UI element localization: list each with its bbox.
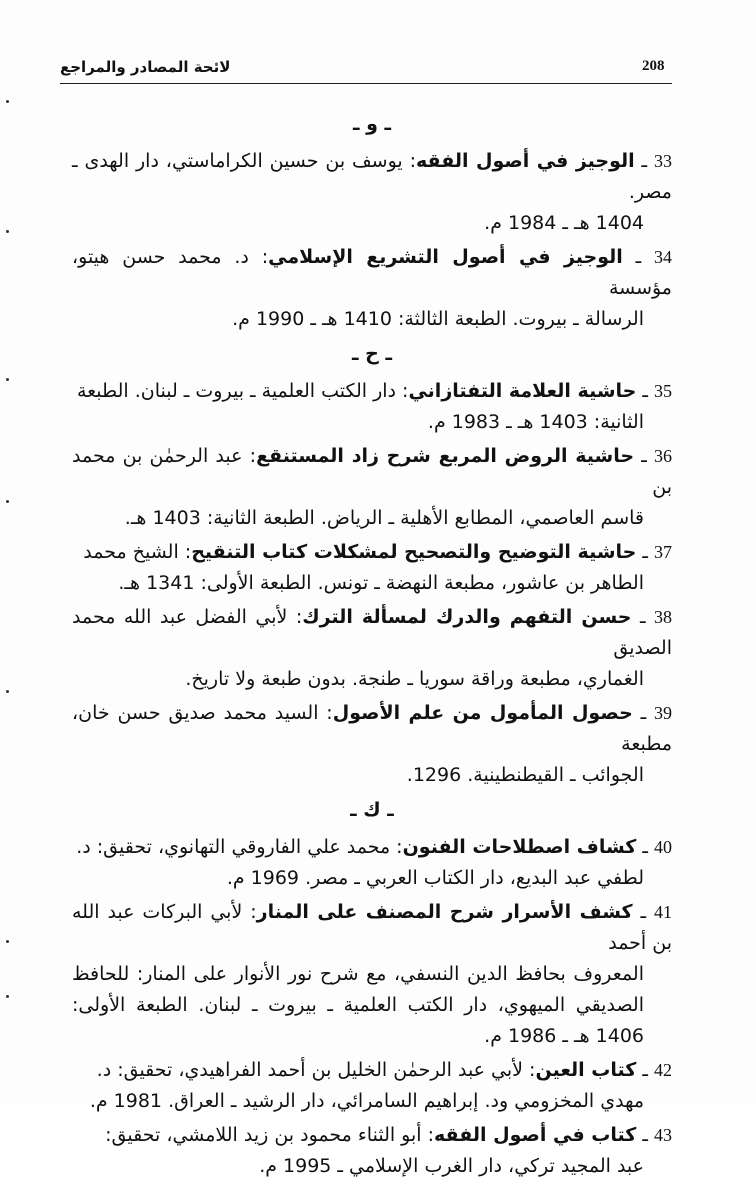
entry-dash: ـ bbox=[632, 702, 654, 724]
entry-continuation: المعروف بحافظ الدين النسفي، مع شرح نور الأنوار على المنار: للحافظ الصديقي الميهوي، دار الكتب العلمية ـ بيروت ـ لبنان. الطبعة الأولى: 1406 هـ ـ 1986 م. bbox=[72, 963, 644, 1047]
entry-details: : محمد علي الفاروقي التهانوي، تحقيق: د. bbox=[76, 836, 403, 858]
header-rule bbox=[60, 83, 672, 84]
entry-continuation: الطاهر بن عاشور، مطبعة النهضة ـ تونس. الطبعة الأولى: 1341 هـ. bbox=[118, 572, 644, 594]
entry-number: 33 bbox=[654, 151, 673, 171]
entry-number: 38 bbox=[654, 607, 673, 627]
margin-dot bbox=[6, 378, 9, 381]
bibliography-entry bbox=[72, 242, 672, 335]
entry-continuation: لطفي عبد البديع، دار الكتاب العربي ـ مصر. 1969 م. bbox=[226, 867, 644, 889]
entry-dash: ـ bbox=[622, 246, 654, 268]
entry-dash: ـ bbox=[636, 1059, 654, 1081]
entry-title: حصول المأمول من علم الأصول bbox=[332, 702, 633, 724]
bibliography-entry bbox=[72, 832, 672, 894]
margin-dot bbox=[6, 940, 9, 943]
entry-details: : لأبي البركات عبد الله بن أحمد bbox=[72, 901, 672, 954]
bibliography-entry bbox=[72, 146, 672, 239]
bibliography-entry bbox=[72, 1055, 672, 1117]
entry-continuation: الرسالة ـ بيروت. الطبعة الثالثة: 1410 هـ ـ 1990 م. bbox=[232, 308, 644, 330]
entry-number: 43 bbox=[654, 1125, 672, 1145]
page-header bbox=[60, 58, 670, 86]
entry-continuation: قاسم العاصمي، المطابع الأهلية ـ الرياض. الطبعة الثانية: 1403 هـ. bbox=[124, 507, 644, 529]
entry-title: حسن التفهم والدرك لمسألة الترك bbox=[302, 606, 632, 628]
section-letter: ـ ح ـ bbox=[352, 343, 392, 365]
entry-title: كشاف اصطلاحات الفنون bbox=[402, 836, 637, 858]
bibliography-entry bbox=[72, 1120, 672, 1182]
entry-number: 41 bbox=[654, 902, 672, 922]
entry-number: 39 bbox=[654, 703, 672, 723]
bibliography-entry bbox=[72, 602, 672, 695]
entry-title: الوجيز في أصول الفقه bbox=[416, 150, 635, 172]
entry-details: : يوسف بن حسين الكراماستي، دار الهدى ـ مصر. bbox=[72, 150, 672, 203]
entry-details: : د. محمد حسن هيتو، مؤسسة bbox=[72, 246, 672, 299]
entry-dash: ـ bbox=[632, 901, 654, 923]
entry-continuation: مهدي المخزومي ود. إبراهيم السامرائي، دار الرشيد ـ العراق. 1981 م. bbox=[89, 1090, 644, 1112]
entry-number: 42 bbox=[654, 1060, 672, 1080]
entry-continuation: عبد المجيد تركي، دار الغرب الإسلامي ـ 1995 م. bbox=[259, 1155, 644, 1177]
entry-title: الوجيز في أصول التشريع الإسلامي bbox=[268, 246, 623, 268]
entry-dash: ـ bbox=[634, 150, 655, 172]
entry-dash: ـ bbox=[636, 541, 654, 563]
bibliography-entry bbox=[72, 537, 672, 599]
entry-number: 37 bbox=[654, 542, 672, 562]
entry-number: 35 bbox=[654, 381, 672, 401]
bibliography-entry bbox=[72, 441, 672, 534]
entry-number: 40 bbox=[654, 837, 672, 857]
margin-dot bbox=[6, 690, 9, 693]
entry-dash: ـ bbox=[631, 606, 655, 628]
bibliography-entry bbox=[72, 698, 672, 791]
page-number: 208 bbox=[642, 58, 665, 74]
entry-title: حاشية الروض المربع شرح زاد المستنقع bbox=[256, 445, 635, 467]
bibliography-entry bbox=[72, 897, 672, 1052]
margin-dot bbox=[6, 100, 9, 103]
entry-dash: ـ bbox=[634, 445, 654, 467]
entry-continuation: الجوائب ـ القيطنطينية. 1296. bbox=[406, 764, 644, 786]
running-title: لائحة المصادر والمراجع bbox=[60, 58, 231, 76]
entry-title: كشف الأسرار شرح المصنف على المنار bbox=[256, 901, 633, 923]
entry-number: 34 bbox=[653, 247, 672, 267]
entry-details: : الشيخ محمد bbox=[83, 541, 192, 563]
entry-details: : دار الكتب العلمية ـ بيروت ـ لبنان. الطبعة bbox=[76, 380, 409, 402]
entry-number: 36 bbox=[654, 446, 672, 466]
section-letter: ـ ك ـ bbox=[350, 799, 394, 821]
section-letter: ـ و ـ bbox=[352, 113, 392, 135]
entry-details: : عبد الرحمٰن بن محمد بن bbox=[72, 445, 672, 498]
margin-dot bbox=[6, 500, 9, 503]
margin-dot bbox=[6, 230, 9, 233]
entry-title: كتاب العين bbox=[535, 1059, 637, 1081]
entry-title: حاشية العلامة التفتازاني bbox=[408, 380, 637, 402]
bibliography-entry bbox=[72, 376, 672, 438]
entry-details: : السيد محمد صديق حسن خان، مطبعة bbox=[72, 702, 672, 755]
entry-details: : أبو الثناء محمود بن زيد اللامشي، تحقيق: bbox=[105, 1124, 434, 1146]
bibliography-list bbox=[72, 108, 672, 1185]
entry-dash: ـ bbox=[636, 1124, 654, 1146]
entry-title: حاشية التوضيح والتصحيح لمشكلات كتاب التنقيح bbox=[191, 541, 637, 563]
entry-continuation: الغماري، مطبعة وراقة سوريا ـ طنجة. بدون طبعة ولا تاريخ. bbox=[185, 668, 644, 690]
entry-title: كتاب في أصول الفقه bbox=[434, 1124, 637, 1146]
entry-dash: ـ bbox=[636, 380, 654, 402]
entry-details: : لأبي عبد الرحمٰن الخليل بن أحمد الفراهيدي، تحقيق: د. bbox=[96, 1059, 536, 1081]
entry-dash: ـ bbox=[636, 836, 654, 858]
entry-details: : لأبي الفضل عبد الله محمد الصديق bbox=[72, 606, 672, 659]
entry-continuation: 1404 هـ ـ 1984 م. bbox=[484, 212, 644, 234]
margin-dot bbox=[6, 995, 9, 998]
entry-continuation: الثانية: 1403 هـ ـ 1983 م. bbox=[427, 411, 644, 433]
